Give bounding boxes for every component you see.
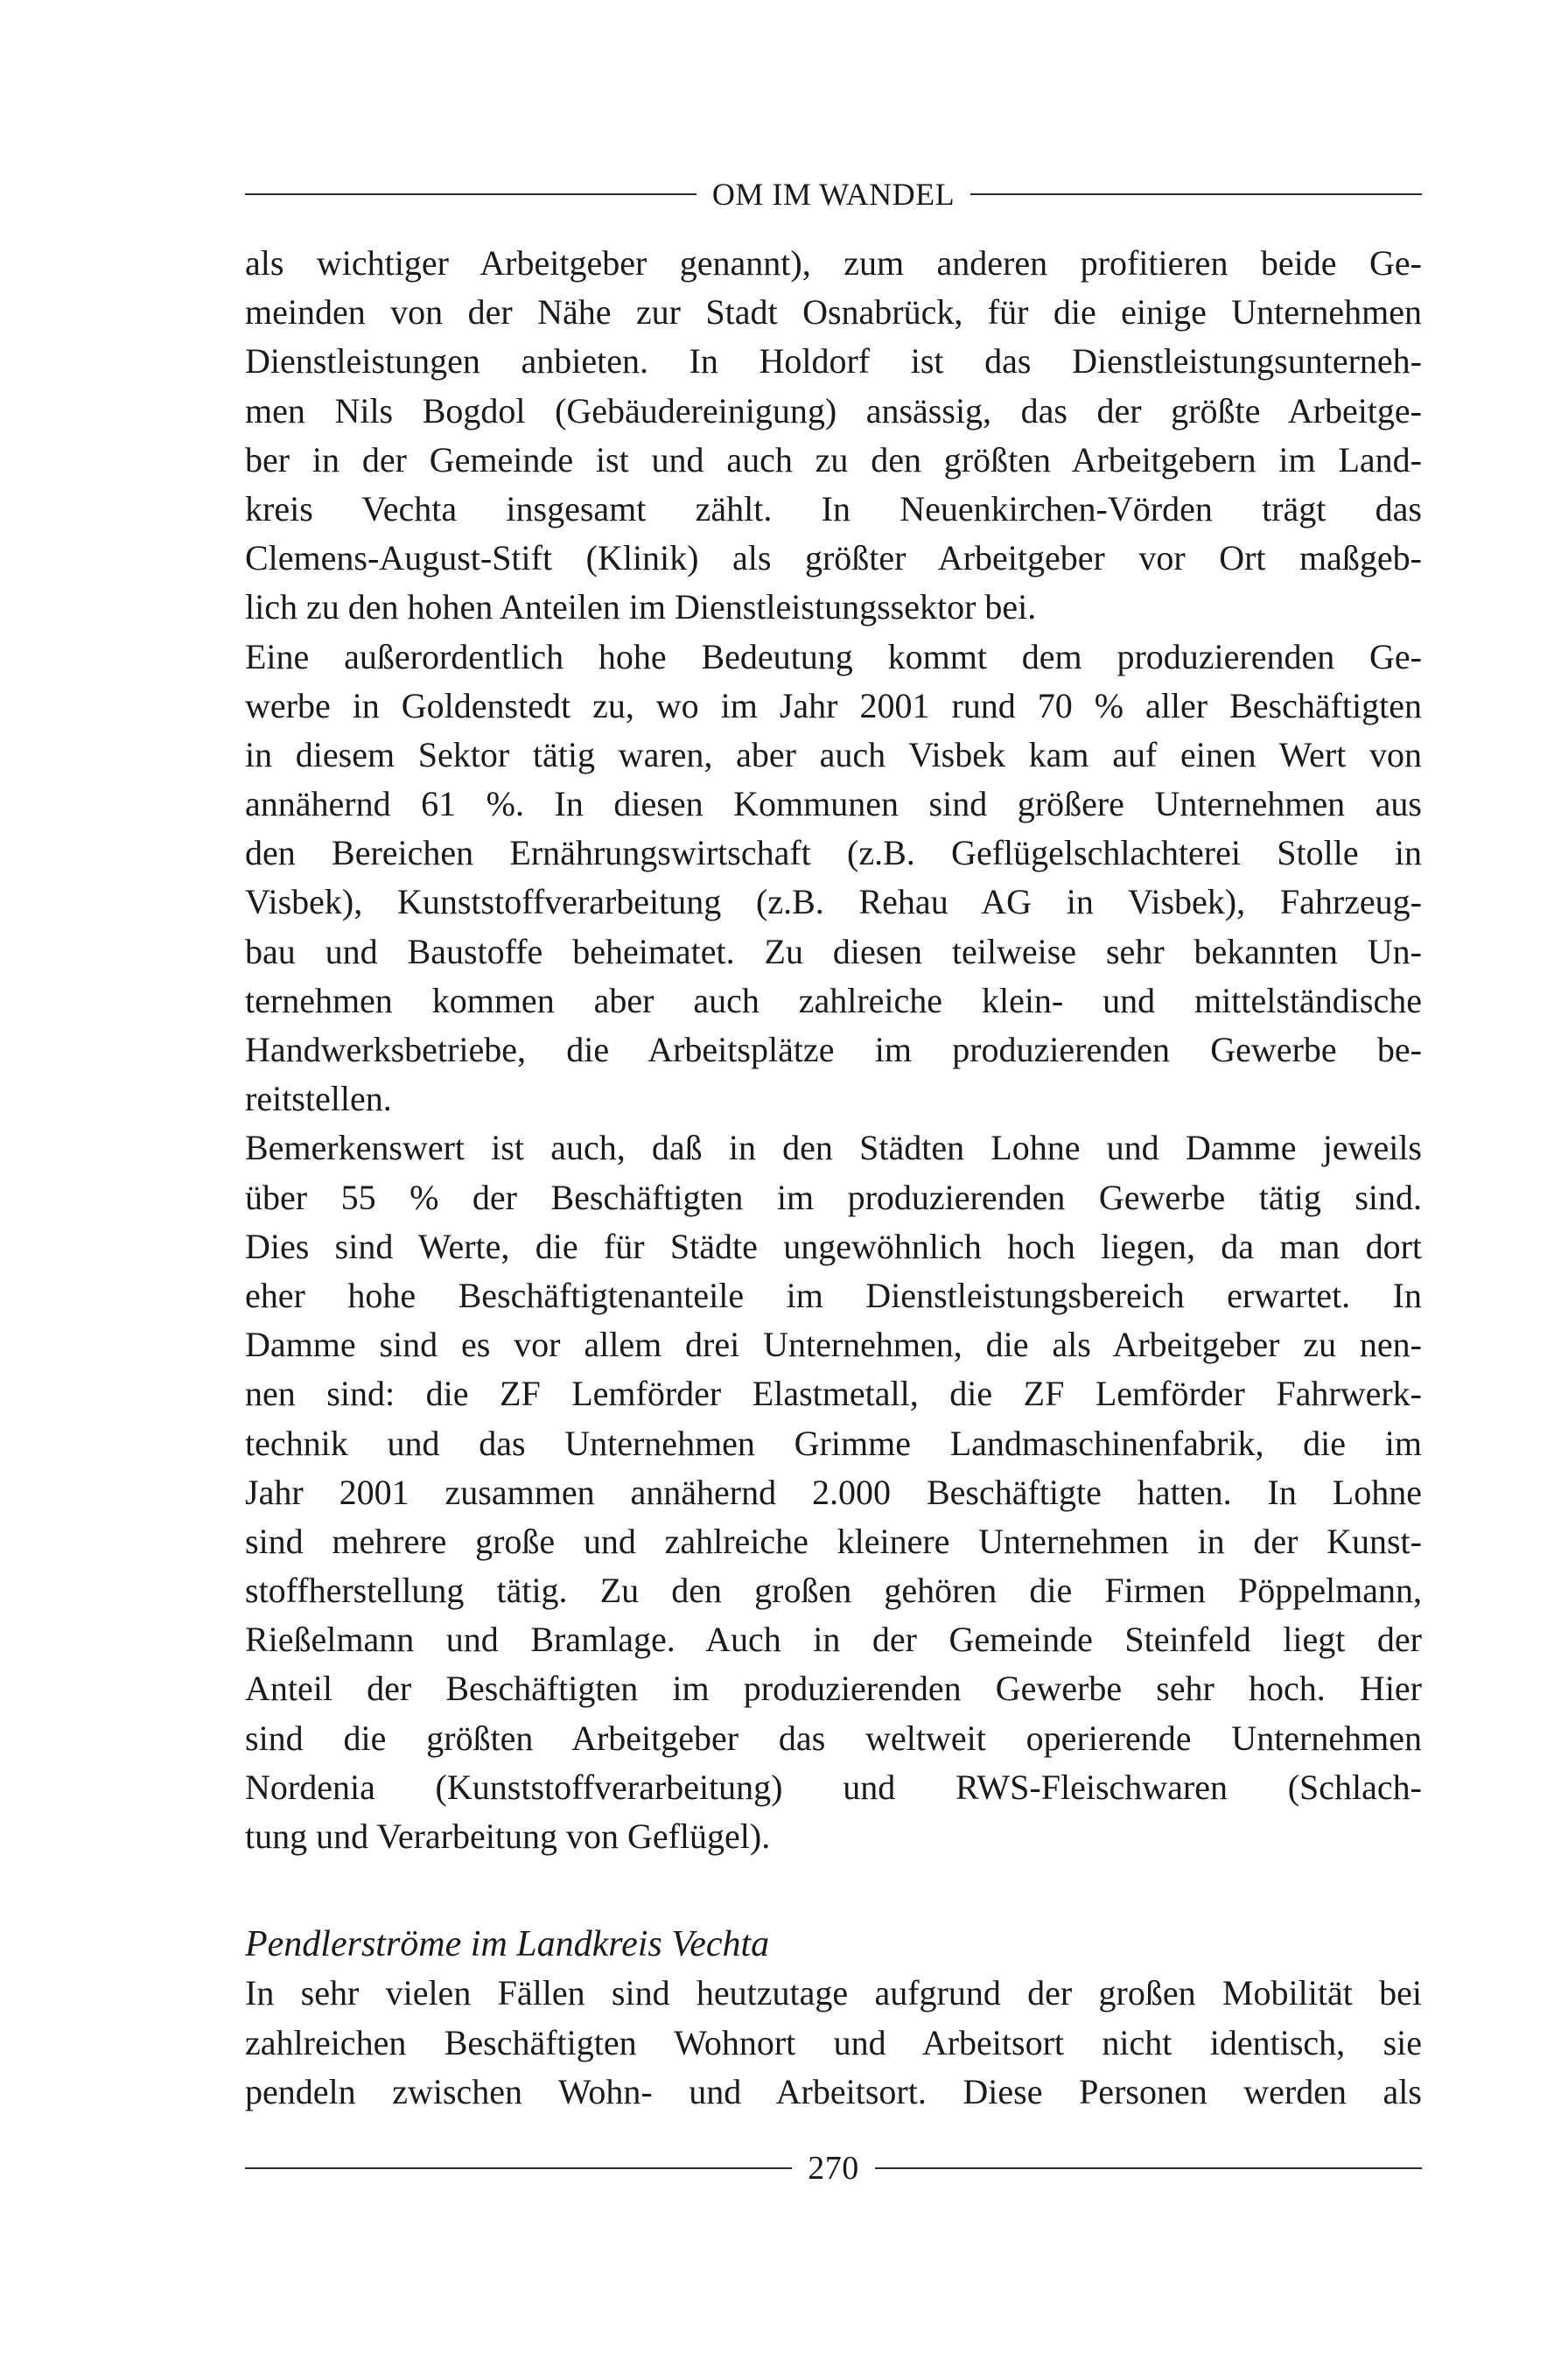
- text-line: lich zu den hohen Anteilen im Dienstleistungssektor bei.: [245, 587, 1037, 627]
- paragraph: [245, 1124, 1422, 1861]
- header-rule-left: [245, 193, 696, 195]
- text-line: Dies sind Werte, die für Städte ungewöhnlich hoch liegen, da man dort: [245, 1226, 1422, 1266]
- text-line: den Bereichen Ernährungswirtschaft (z.B. Geflügelschlachterei Stolle in: [245, 833, 1422, 873]
- text-line: kreis Vechta insgesamt zählt. In Neuenkirchen-Vörden trägt das: [245, 488, 1422, 528]
- body-text: [245, 239, 1422, 2117]
- text-line: über 55 % der Beschäftigten im produzierenden Gewerbe tätig sind.: [245, 1177, 1422, 1217]
- running-head-title: OM IM WANDEL: [711, 177, 956, 212]
- paragraph: [245, 633, 1422, 1124]
- text-line: als wichtiger Arbeitgeber genannt), zum anderen profitieren beide Ge-: [245, 243, 1422, 283]
- text-line: Rießelmann und Bramlage. Auch in der Gemeinde Steinfeld liegt der: [245, 1620, 1422, 1660]
- text-line: Visbek), Kunststoffverarbeitung (z.B. Rehau AG in Visbek), Fahrzeug-: [245, 882, 1422, 922]
- text-line: stoffherstellung tätig. Zu den großen gehören die Firmen Pöppelmann,: [245, 1571, 1422, 1611]
- text-line: men Nils Bogdol (Gebäudereinigung) ansässig, das der größte Arbeitge-: [245, 390, 1422, 430]
- text-line: ber in der Gemeinde ist und auch zu den größten Arbeitgebern im Land-: [245, 439, 1422, 480]
- text-line: meinden von der Nähe zur Stadt Osnabrück, für die einige Unternehmen: [245, 292, 1422, 332]
- text-line: reitstellen.: [245, 1079, 392, 1119]
- text-line: technik und das Unternehmen Grimme Landmaschinenfabrik, die im: [245, 1423, 1422, 1463]
- text-line: werbe in Goldenstedt zu, wo im Jahr 2001 rund 70 % aller Beschäftigten: [245, 685, 1422, 725]
- text-line: Handwerksbetriebe, die Arbeitsplätze im produzierenden Gewerbe be-: [245, 1030, 1422, 1069]
- text-line: nen sind: die ZF Lemförder Elastmetall, die ZF Lemförder Fahrwerk-: [245, 1374, 1422, 1414]
- text-line: zahlreichen Beschäftigten Wohnort und Arbeitsort nicht identisch, sie: [245, 2022, 1422, 2062]
- text-line: pendeln zwischen Wohn- und Arbeitsort. Diese Personen werden als: [245, 2071, 1422, 2111]
- text-line: annähernd 61 %. In diesen Kommunen sind größere Unternehmen aus: [245, 784, 1422, 824]
- text-line: Jahr 2001 zusammen annähernd 2.000 Beschäftigte hatten. In Lohne: [245, 1472, 1422, 1512]
- text-line: Nordenia (Kunststoffverarbeitung) und RWS-Fleischwaren (Schlach-: [245, 1767, 1422, 1807]
- text-line: tung und Verarbeitung von Geflügel).: [245, 1816, 771, 1856]
- running-head: [245, 172, 1422, 217]
- text-line: Damme sind es vor allem drei Unternehmen, die als Arbeitgeber zu nen-: [245, 1325, 1422, 1365]
- text-line: sind die größten Arbeitgeber das weltweit operierende Unternehmen: [245, 1718, 1422, 1758]
- section-heading: Pendlerströme im Landkreis Vechta: [245, 1924, 770, 1965]
- paragraph: [245, 239, 1422, 633]
- page-footer: [245, 2146, 1422, 2191]
- text-line: Bemerkenswert ist auch, daß in den Städten Lohne und Damme jeweils: [245, 1128, 1422, 1168]
- text-line: sind mehrere große und zahlreiche kleinere Unternehmen in der Kunst-: [245, 1521, 1422, 1561]
- text-line: ternehmen kommen aber auch zahlreiche klein- und mittelständische: [245, 980, 1422, 1020]
- header-rule-right: [970, 193, 1422, 195]
- footer-rule-left: [245, 2167, 792, 2169]
- text-line: in diesem Sektor tätig waren, aber auch Visbek kam auf einen Wert von: [245, 734, 1422, 774]
- text-line: Eine außerordentlich hohe Bedeutung kommt dem produzierenden Ge-: [245, 636, 1422, 676]
- text-line: Anteil der Beschäftigten im produzierenden Gewerbe sehr hoch. Hier: [245, 1669, 1422, 1709]
- text-line: In sehr vielen Fällen sind heutzutage aufgrund der großen Mobilität bei: [245, 1973, 1422, 2013]
- text-line: Dienstleistungen anbieten. In Holdorf ist das Dienstleistungsunterneh-: [245, 341, 1422, 382]
- paragraph: [245, 1969, 1422, 2117]
- text-line: bau und Baustoffe beheimatet. Zu diesen teilweise sehr bekannten Un-: [245, 931, 1422, 971]
- footer-rule-right: [875, 2167, 1422, 2169]
- page-number: 270: [808, 2150, 859, 2187]
- text-line: eher hohe Beschäftigtenanteile im Dienstleistungsbereich erwartet. In: [245, 1275, 1422, 1315]
- text-line: Clemens-August-Stift (Klinik) als größter Arbeitgeber vor Ort maßgeb-: [245, 538, 1422, 578]
